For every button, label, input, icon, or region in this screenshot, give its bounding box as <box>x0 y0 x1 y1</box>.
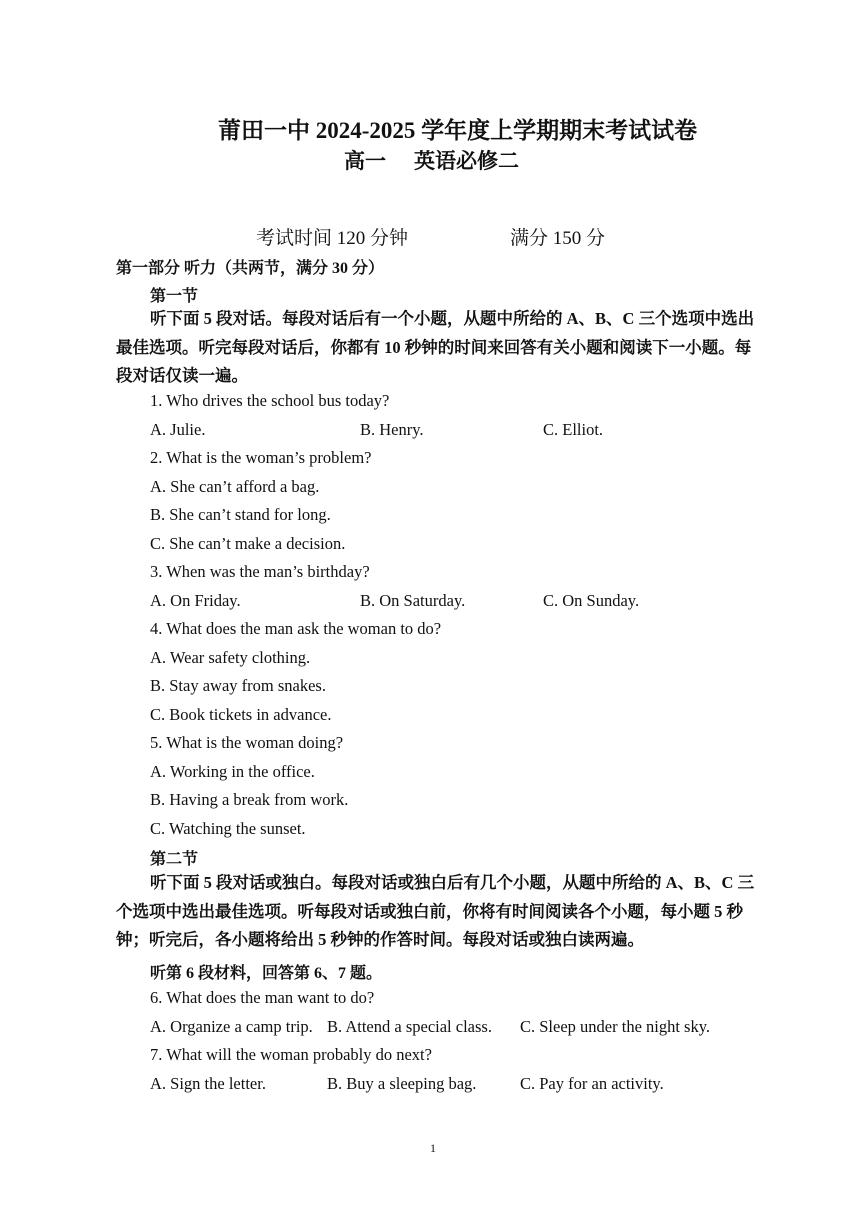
q2-option-a: A. She can’t afford a bag. <box>150 477 320 496</box>
q4-option-a: A. Wear safety clothing. <box>150 648 311 667</box>
q6-option-b: B. Attend a special class. <box>327 1017 492 1036</box>
question-3: 3. When was the man’s birthday? <box>150 562 370 581</box>
material-6-label: 听第 6 段材料，回答第 6、7 题。 <box>150 965 383 982</box>
q6-option-a: A. Organize a camp trip. <box>150 1017 313 1036</box>
question-4: 4. What does the man ask the woman to do? <box>150 619 442 638</box>
exam-title: 莆田一中 2024-2025 学年度上学期期末考试试卷 <box>218 118 698 143</box>
q2-option-b: B. She can’t stand for long. <box>150 505 331 524</box>
section1-instructions: 听下面 5 段对话。每段对话后有一个小题，从题中所给的 A、B、C 三个选项中选出最佳选项。听完每段对话后，你都有 10 秒钟的时间来回答有关小题和阅读下一小题。每段对话仅读一遍。 <box>116 309 755 385</box>
q4-option-c: C. Book tickets in advance. <box>150 705 332 724</box>
question-6: 6. What does the man want to do? <box>150 988 375 1007</box>
question-2: 2. What is the woman’s problem? <box>150 448 372 467</box>
part1-heading: 第一部分 听力（共两节，满分 30 分） <box>116 260 385 277</box>
q1-option-c: C. Elliot. <box>543 420 604 439</box>
section2-instructions: 听下面 5 段对话或独白。每段对话或独白后有几个小题，从题中所给的 A、B、C 三个选项中选出最佳选项。听每段对话或独白前，你将有时间阅读各个小题，每小题 5 秒钟；听完后，各小题将给出 5 秒钟的作答时间。每段对话或独白读两遍。 <box>116 873 755 949</box>
q7-option-a: A. Sign the letter. <box>150 1074 266 1093</box>
q5-option-a: A. Working in the office. <box>150 762 315 781</box>
q4-option-b: B. Stay away from snakes. <box>150 676 326 695</box>
q1-option-a: A. Julie. <box>150 420 206 439</box>
q5-option-c: C. Watching the sunset. <box>150 819 306 838</box>
subject-label: 英语必修二 <box>414 149 519 173</box>
page-number: 1 <box>430 1141 436 1155</box>
question-5: 5. What is the woman doing? <box>150 733 344 752</box>
q7-option-b: B. Buy a sleeping bag. <box>327 1074 477 1093</box>
q3-option-a: A. On Friday. <box>150 591 241 610</box>
section2-heading: 第二节 <box>150 851 199 868</box>
question-1: 1. Who drives the school bus today? <box>150 391 390 410</box>
exam-time: 考试时间 120 分钟 <box>256 228 409 249</box>
section1-heading: 第一节 <box>150 288 199 305</box>
question-7: 7. What will the woman probably do next? <box>150 1045 432 1064</box>
q2-option-c: C. She can’t make a decision. <box>150 534 346 553</box>
q6-option-c: C. Sleep under the night sky. <box>520 1017 711 1036</box>
q5-option-b: B. Having a break from work. <box>150 790 349 809</box>
q7-option-c: C. Pay for an activity. <box>520 1074 664 1093</box>
q3-option-b: B. On Saturday. <box>360 591 466 610</box>
q1-option-b: B. Henry. <box>360 420 424 439</box>
q3-option-c: C. On Sunday. <box>543 591 640 610</box>
full-score: 满分 150 分 <box>510 228 606 249</box>
grade-label: 高一 <box>344 149 386 173</box>
